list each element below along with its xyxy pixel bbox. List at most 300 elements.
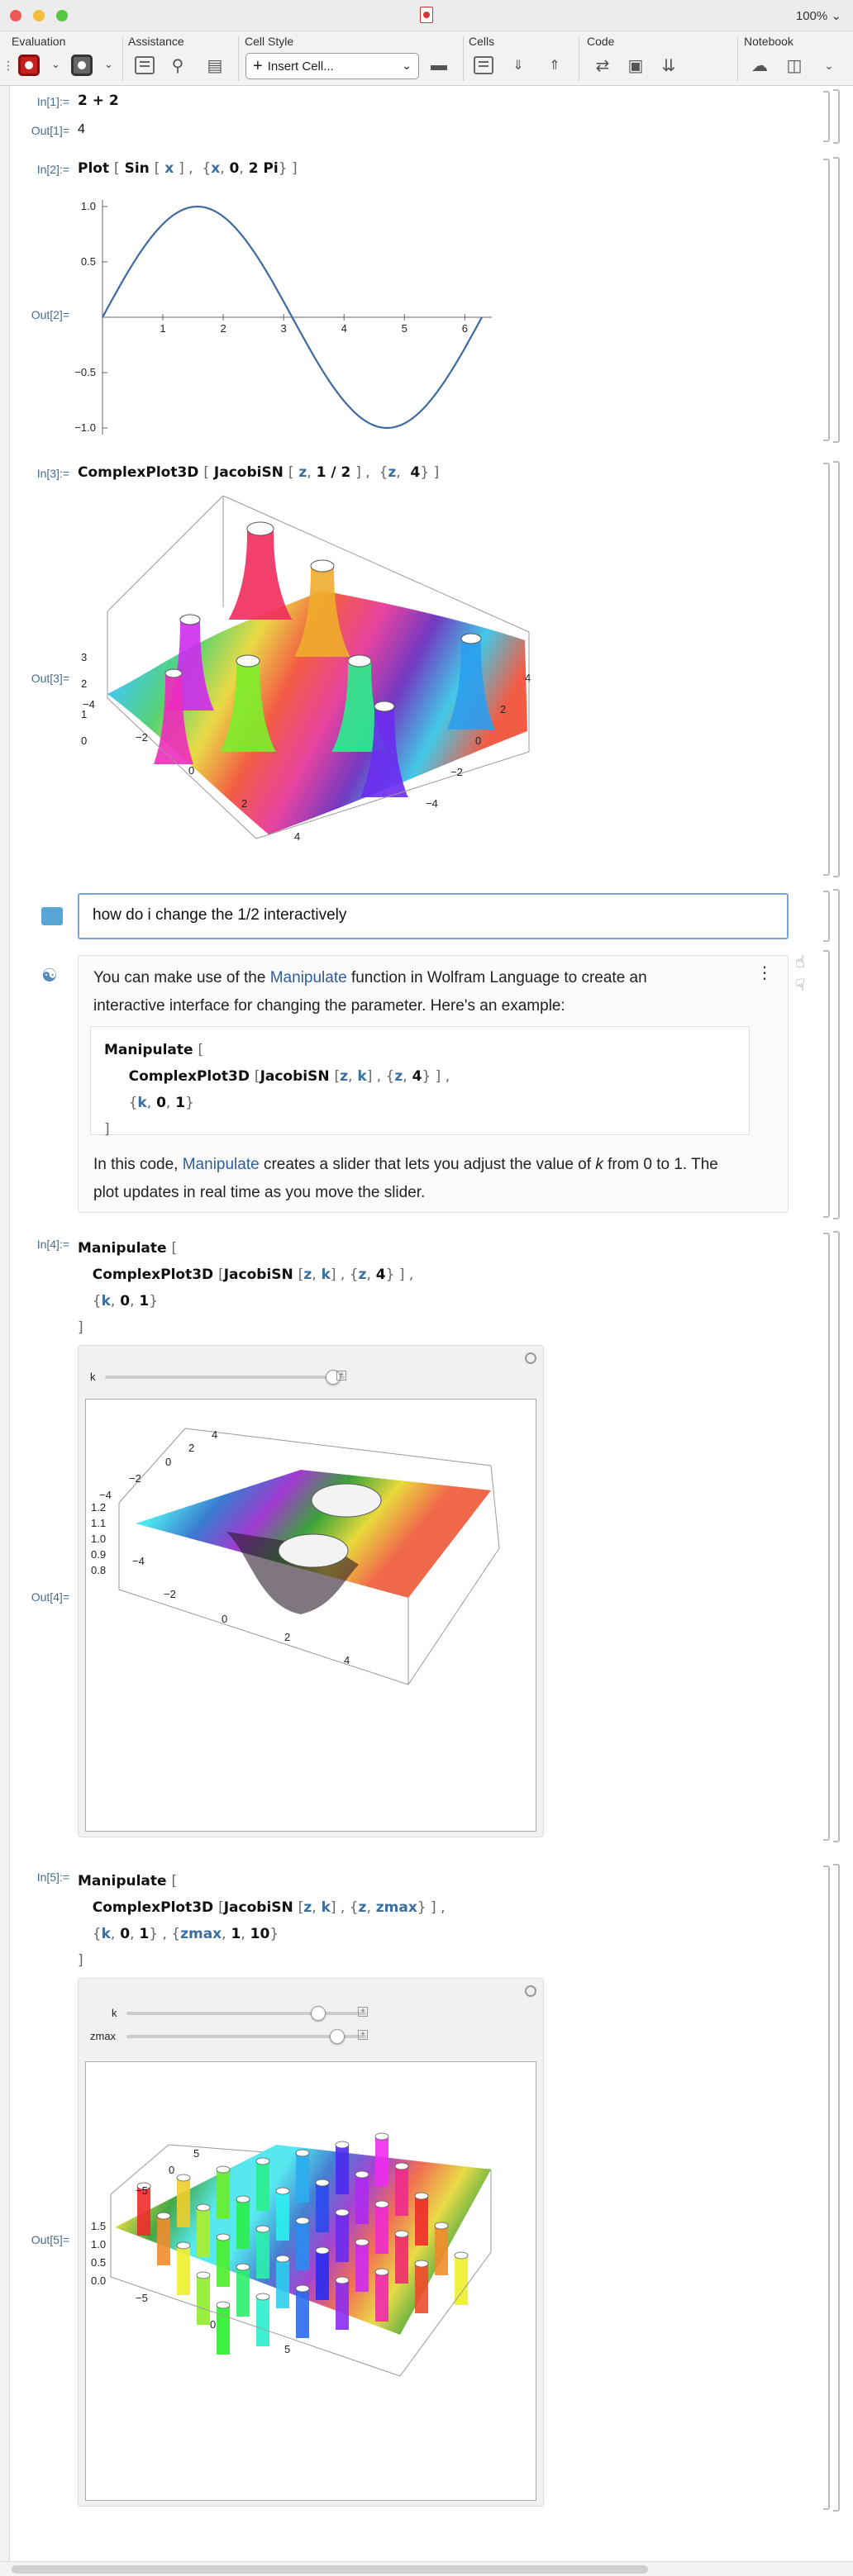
- code-token: ]: [104, 1121, 110, 1138]
- code-token: 4: [375, 1267, 386, 1283]
- y-tick-label: 2: [188, 1442, 195, 1454]
- zoom-window-button[interactable]: [56, 10, 68, 21]
- code-token: } ]: [278, 160, 298, 177]
- box-edge: [491, 1466, 499, 1548]
- insert-output-button[interactable]: [542, 53, 567, 78]
- code-token: zmax: [180, 1926, 222, 1942]
- answer-text: In this code,: [93, 1156, 183, 1173]
- surface-peak: [336, 2212, 349, 2262]
- peak-cutoff: [435, 2222, 448, 2229]
- surface-peak: [296, 2288, 309, 2338]
- code-token: ,: [165, 1095, 171, 1111]
- x-tick-label: −4: [132, 1555, 145, 1567]
- y-tick-label: 0.5: [80, 255, 96, 268]
- code-token: ComplexPlot3D: [92, 1899, 214, 1916]
- cell-group-bracket[interactable]: [833, 157, 840, 443]
- code-token: [: [298, 1899, 304, 1916]
- peak-cutoff: [355, 2171, 369, 2178]
- peak-cutoff: [296, 2150, 309, 2156]
- peak-cutoff: [279, 1534, 348, 1567]
- zoom-level-menu[interactable]: 100% ⌄: [795, 9, 841, 23]
- x-tick-label: −2: [164, 1588, 176, 1600]
- palette-icon: ▬: [431, 55, 447, 74]
- notebook-document-icon: [420, 7, 433, 23]
- x-tick-label: −2: [136, 731, 148, 744]
- y-tick-label: −4: [426, 797, 438, 810]
- surface-peak: [355, 2174, 369, 2224]
- z-tick-label: 0.0: [91, 2274, 107, 2287]
- toolbar-divider: [737, 36, 738, 81]
- code-token: z: [394, 1068, 403, 1085]
- code-token: {: [92, 1926, 102, 1942]
- surface-peak: [197, 2208, 210, 2257]
- code-token: [: [198, 1042, 204, 1058]
- double-chevron-down-icon: ⇊: [661, 56, 676, 75]
- x-tick-label: 3: [280, 322, 287, 335]
- code-token: ,: [241, 1926, 245, 1942]
- cell-group-icon: [474, 56, 493, 74]
- cell-group-button[interactable]: [471, 53, 496, 78]
- slider-k-expand-icon[interactable]: +: [358, 2007, 368, 2017]
- peak-cutoff: [296, 2217, 309, 2224]
- peak-cutoff: [395, 2163, 408, 2170]
- code-token: [: [203, 464, 209, 481]
- z-tick-label: 1: [81, 708, 88, 720]
- peak-cutoff: [256, 2158, 269, 2165]
- manipulate-options-gear-icon[interactable]: [525, 1352, 536, 1364]
- cell-group-bracket[interactable]: [833, 889, 840, 1219]
- evaluate-notebook-button[interactable]: [17, 53, 41, 78]
- peak-cutoff: [336, 2277, 349, 2284]
- x-tick-label: 4: [344, 1654, 350, 1666]
- code-token: ,: [366, 1267, 371, 1283]
- toolbar-drag-handle-icon[interactable]: ⋮: [2, 58, 14, 72]
- answer-code-block[interactable]: [90, 1026, 750, 1138]
- slider-k-thumb[interactable]: [311, 2006, 326, 2021]
- answer-text: You can make use of the: [93, 969, 270, 986]
- code-token: 1 / 2: [316, 464, 351, 481]
- code-token: 4: [412, 1068, 422, 1085]
- code-token: k: [101, 1926, 111, 1942]
- surface-peak: [395, 2166, 408, 2216]
- box-edge: [185, 1428, 491, 1466]
- code-token: k: [357, 1068, 367, 1085]
- y-tick-label: 0: [169, 2164, 175, 2176]
- code-token: }: [149, 1293, 159, 1309]
- lightbulb-icon: ⚲: [171, 56, 184, 75]
- chat-input-cell[interactable]: how do i change the 1/2 interactively: [78, 893, 789, 939]
- code-token: ,: [366, 1899, 371, 1916]
- code-token: } ]: [420, 464, 440, 481]
- code-token: ,: [396, 464, 401, 481]
- x-tick-label: 0: [222, 1613, 228, 1625]
- z-tick-label: 1.0: [91, 2238, 107, 2250]
- chat-question-icon: [41, 907, 63, 925]
- manipulate-panel-k-zmax: [78, 1978, 544, 2507]
- code-token: z: [298, 464, 307, 481]
- cell-bracket[interactable]: [823, 950, 830, 1218]
- cell-style-select[interactable]: [245, 53, 419, 79]
- cloud-upload-button[interactable]: [747, 53, 772, 78]
- toolbar-divider: [463, 36, 464, 81]
- manipulate-link[interactable]: Manipulate: [182, 1156, 260, 1173]
- answer-text: from 0 to 1. The: [603, 1156, 718, 1173]
- surface-peak: [236, 2267, 250, 2317]
- code-tools-button[interactable]: [623, 53, 648, 78]
- code-token: k: [321, 1899, 331, 1916]
- slider-zmax-expand-icon[interactable]: +: [358, 2030, 368, 2040]
- surface-peak: [229, 529, 293, 620]
- evaluate-menu-chevron-icon[interactable]: ⌄: [51, 58, 60, 70]
- cell-group-bracket[interactable]: [833, 1864, 840, 2512]
- code-token: 0: [120, 1293, 131, 1309]
- box-edge: [107, 496, 223, 611]
- code-token: {: [92, 1293, 102, 1309]
- code-token: ,: [348, 1068, 353, 1085]
- code-token: }: [185, 1095, 194, 1111]
- code-token: Manipulate: [78, 1873, 167, 1889]
- toolbar-group-evaluation-label: Evaluation: [12, 35, 66, 48]
- code-token: ,: [222, 1926, 226, 1942]
- close-window-button[interactable]: [10, 10, 21, 21]
- code-token: ComplexPlot3D: [92, 1267, 214, 1283]
- plus-icon: +: [253, 56, 263, 75]
- slider-zmax-label: zmax: [90, 2030, 117, 2042]
- toolbar-group-cells-label: Cells: [469, 35, 495, 48]
- publish-icon: ◫: [786, 56, 803, 75]
- code-token: [: [298, 1267, 304, 1283]
- peak-cutoff: [336, 2141, 349, 2148]
- split-icon: ⇄: [595, 56, 610, 75]
- code-token: 0: [229, 160, 240, 177]
- code-token: ,: [110, 1293, 116, 1309]
- code-token: ]: [78, 1952, 83, 1969]
- z-tick-label: 3: [81, 651, 88, 663]
- box-edge: [119, 1428, 185, 1503]
- thumbs-down-icon[interactable]: ☟: [795, 977, 806, 995]
- cell-group-bracket[interactable]: [833, 89, 840, 144]
- surface-peak: [455, 2255, 468, 2305]
- y-tick-label: 2: [500, 703, 507, 715]
- code-token: z: [303, 1899, 312, 1916]
- peak-cutoff: [256, 2293, 269, 2300]
- slider-zmax-thumb[interactable]: [330, 2029, 345, 2044]
- documentation-button[interactable]: [203, 53, 227, 78]
- chevron-down-icon: ⌄: [824, 58, 834, 72]
- code-token: Sin: [124, 160, 150, 177]
- code-token: z: [303, 1267, 312, 1283]
- peak-cutoff: [296, 2285, 309, 2292]
- code-token: 10: [250, 1926, 270, 1942]
- peak-cutoff: [375, 2133, 388, 2140]
- code-token: ,: [312, 1267, 317, 1283]
- surface-peak: [296, 2153, 309, 2203]
- slider-k-expand-icon[interactable]: +: [336, 1371, 346, 1381]
- peak-cutoff: [311, 560, 334, 572]
- code-token: ComplexPlot3D: [78, 464, 199, 481]
- code-token: [: [218, 1267, 224, 1283]
- peak-cutoff: [348, 655, 371, 667]
- zoom-level-value: 100%: [795, 9, 828, 23]
- slider-k-track[interactable]: [126, 2012, 366, 2015]
- cell-group-bracket[interactable]: [833, 1231, 840, 1842]
- thumbs-up-icon[interactable]: ☝: [795, 953, 806, 972]
- peak-cutoff: [455, 2252, 468, 2259]
- code-token: z: [358, 1267, 367, 1283]
- code-token: [: [288, 464, 294, 481]
- code-token: ,: [403, 1068, 407, 1085]
- surface-peak: [336, 2145, 349, 2194]
- answer-text: function in Wolfram Language to create an: [346, 969, 647, 986]
- minimize-window-button[interactable]: [33, 10, 45, 21]
- code-token: } , {: [149, 1926, 181, 1942]
- assistant-avatar-icon: ☯: [41, 965, 58, 986]
- y-tick-label: 5: [193, 2147, 200, 2160]
- peak-cutoff: [276, 2255, 289, 2262]
- code-token: JacobiSN: [260, 1068, 330, 1085]
- peak-cutoff: [256, 2226, 269, 2232]
- notebook-menu-button[interactable]: [817, 53, 841, 78]
- evaluate-gear-icon: [18, 55, 40, 76]
- code-token: z: [388, 464, 397, 481]
- in3-code[interactable]: [78, 464, 439, 481]
- answer-text: k: [595, 1156, 603, 1173]
- more-code-button[interactable]: [656, 53, 681, 78]
- in4-label: In[4]:=: [36, 1238, 69, 1251]
- code-token: ,: [146, 1095, 152, 1111]
- peak-cutoff: [375, 2201, 388, 2208]
- z-tick-label: 0.8: [91, 1564, 107, 1576]
- x-tick-label: −5: [136, 2292, 148, 2304]
- peak-cutoff: [374, 701, 394, 711]
- z-tick-label: 1.5: [91, 2220, 107, 2232]
- code-token: [: [114, 160, 120, 177]
- surface-peak: [415, 2264, 428, 2313]
- assistant-icon: [135, 56, 155, 74]
- abort-evaluation-button[interactable]: [69, 53, 94, 78]
- out5-label: Out[5]=: [31, 2233, 69, 2246]
- complexplot3d-k-plot[interactable]: [86, 1400, 537, 1832]
- peak-cutoff: [415, 2260, 428, 2267]
- in5-code[interactable]: [78, 1868, 446, 1974]
- code-token: JacobiSN: [223, 1899, 293, 1916]
- code-token: k: [137, 1095, 147, 1111]
- assistant-button[interactable]: [132, 53, 157, 78]
- chat-response-cell: [78, 955, 789, 1213]
- code-token: [: [154, 160, 160, 177]
- z-tick-label: 2: [81, 677, 88, 690]
- surface-peak: [236, 2199, 250, 2249]
- y-tick-label: −0.5: [74, 366, 96, 378]
- peak-cutoff: [236, 2264, 250, 2270]
- x-tick-label: 6: [461, 322, 468, 335]
- in1-code[interactable]: 2 + 2: [78, 93, 119, 109]
- code-token: ,: [110, 1926, 116, 1942]
- surface-peak: [316, 2183, 329, 2232]
- code-token: ,: [130, 1293, 135, 1309]
- peak-cutoff: [157, 2212, 170, 2219]
- code-box-icon: ▣: [627, 56, 644, 75]
- peak-cutoff: [312, 1484, 381, 1517]
- in2-code[interactable]: [78, 160, 298, 177]
- code-token: [: [171, 1240, 178, 1257]
- cell-bracket[interactable]: [823, 1233, 830, 1841]
- chevron-down-icon: ⌄: [402, 59, 412, 72]
- toolbar-divider: [122, 36, 123, 81]
- z-tick-label: 1.1: [91, 1517, 107, 1529]
- code-token: x: [211, 160, 221, 177]
- answer-text: creates a slider that lets you adjust the value of: [259, 1156, 596, 1173]
- horizontal-scrollbar[interactable]: [0, 2561, 853, 2576]
- code-token: ]: [78, 1319, 83, 1336]
- x-tick-label: 0: [210, 2318, 217, 2331]
- suggestions-button[interactable]: [165, 53, 190, 78]
- peak-cutoff: [177, 2174, 190, 2181]
- y-tick-label: −5: [136, 2184, 148, 2197]
- peak-cutoff: [395, 2231, 408, 2237]
- cell-bracket[interactable]: [823, 1865, 830, 2510]
- peak-cutoff: [375, 2269, 388, 2275]
- peak-cutoff: [336, 2209, 349, 2216]
- code-token: ] , {: [330, 1899, 359, 1916]
- slider-k-track[interactable]: [105, 1376, 345, 1379]
- cell-bracket[interactable]: [823, 891, 830, 942]
- code-token: [: [334, 1068, 341, 1085]
- code-token: 1: [139, 1293, 150, 1309]
- x-tick-label: 4: [294, 830, 301, 843]
- manipulate-plot-area: [85, 2061, 536, 2501]
- code-token: 2 Pi: [248, 160, 279, 177]
- code-token: 0: [156, 1095, 166, 1111]
- peak-cutoff: [180, 615, 200, 625]
- surface-peak: [415, 2196, 428, 2246]
- code-token: ,: [220, 160, 225, 177]
- code-token: ,: [312, 1899, 317, 1916]
- x-tick-label: 2: [241, 797, 248, 810]
- surface-peak: [336, 2280, 349, 2330]
- cell-bracket[interactable]: [823, 91, 830, 142]
- slider-k-label: k: [112, 2007, 117, 2019]
- chat-options-menu-icon[interactable]: ⋮: [756, 964, 773, 982]
- answer-text: plot updates in real time as you move the slider.: [93, 1184, 426, 1201]
- x-tick-label: 2: [284, 1631, 291, 1643]
- surface-peak: [197, 2275, 210, 2325]
- slider-k-label: k: [90, 1371, 96, 1383]
- code-token: {: [128, 1095, 138, 1111]
- cell-bracket[interactable]: [823, 159, 830, 441]
- surface-peak: [395, 2234, 408, 2284]
- peak-cutoff: [165, 669, 182, 677]
- out1-value: 4: [78, 122, 85, 136]
- peak-cutoff: [236, 655, 260, 667]
- z-tick-label: 0.5: [91, 2256, 107, 2269]
- y-tick-label: 4: [525, 672, 531, 684]
- surface-peak: [217, 2237, 230, 2287]
- y-tick-label: −1.0: [74, 421, 96, 434]
- horizontal-scrollbar-thumb[interactable]: [12, 2565, 648, 2574]
- notebook-toolbar: [0, 31, 853, 86]
- in4-code[interactable]: [78, 1235, 413, 1341]
- z-tick-label: 1.0: [91, 1533, 107, 1545]
- code-token: Manipulate: [104, 1042, 193, 1058]
- peak-cutoff: [217, 2166, 230, 2173]
- insert-input-button[interactable]: [506, 53, 531, 78]
- code-token: ,: [239, 160, 244, 177]
- in2-label: In[2]:=: [36, 163, 69, 176]
- surface-peak: [256, 2161, 269, 2211]
- peak-cutoff: [197, 2204, 210, 2211]
- surface-peak: [256, 2229, 269, 2279]
- peak-cutoff: [415, 2193, 428, 2199]
- code-token: }: [269, 1926, 279, 1942]
- code-token: } ] ,: [422, 1068, 450, 1085]
- z-tick-label: 0: [81, 734, 88, 747]
- surface-peak: [177, 2178, 190, 2227]
- x-tick-label: 5: [284, 2343, 291, 2355]
- code-token: } ] ,: [385, 1267, 414, 1283]
- code-token: ] , {: [330, 1267, 359, 1283]
- peak-cutoff: [276, 2188, 289, 2194]
- z-tick-label: 0.9: [91, 1548, 107, 1561]
- code-format-button[interactable]: [590, 53, 615, 78]
- code-token: zmax: [375, 1899, 417, 1916]
- toolbar-group-notebook-label: Notebook: [744, 35, 793, 48]
- peak-cutoff: [236, 2196, 250, 2203]
- complexplot3d-jacobisn-plot[interactable]: [74, 483, 546, 872]
- peak-cutoff: [461, 634, 481, 644]
- in5-label: In[5]:=: [36, 1870, 69, 1884]
- surface-peak: [256, 2297, 269, 2346]
- out1-label: Out[1]=: [31, 124, 69, 137]
- answer-text: interactive interface for changing the parameter. Here's an example:: [93, 997, 565, 1015]
- manipulate-link[interactable]: Manipulate: [269, 969, 347, 986]
- x-tick-label: 0: [188, 764, 195, 777]
- answer-paragraph-1: [93, 964, 755, 1020]
- complexplot3d-k-zmax-plot[interactable]: [86, 2062, 537, 2502]
- cell-bracket[interactable]: [823, 463, 830, 876]
- cell-group-bracket[interactable]: [833, 461, 840, 877]
- code-token: 1: [139, 1926, 150, 1942]
- y-tick-label: −2: [450, 766, 463, 778]
- y-tick-label: 0: [165, 1456, 172, 1468]
- code-token: ] , {: [366, 1068, 395, 1085]
- code-token: ] , {: [179, 160, 212, 177]
- toolbar-divider: [238, 36, 239, 81]
- manipulate-options-gear-icon[interactable]: [525, 1985, 536, 1997]
- publish-button[interactable]: [782, 53, 807, 78]
- manipulate-panel-k: [78, 1345, 544, 1837]
- out4-label: Out[4]=: [31, 1590, 69, 1604]
- in1-label: In[1]:=: [36, 95, 69, 108]
- y-tick-label: −4: [99, 1489, 112, 1501]
- code-token: } ] ,: [417, 1899, 446, 1916]
- peak-cutoff: [355, 2239, 369, 2246]
- toolbar-group-code-label: Code: [587, 35, 615, 48]
- sin-plot[interactable]: [74, 190, 504, 438]
- toolbar-group-assistance-label: Assistance: [128, 35, 184, 48]
- cell-style-palette-button[interactable]: [426, 53, 451, 78]
- box-edge: [119, 1590, 408, 1685]
- peak-cutoff: [247, 522, 274, 535]
- code-token: 0: [120, 1926, 131, 1942]
- abort-menu-chevron-icon[interactable]: ⌄: [104, 58, 113, 70]
- code-token: z: [358, 1899, 367, 1916]
- y-tick-label: 1.0: [80, 200, 96, 212]
- surface-peak: [355, 2242, 369, 2292]
- code-token: k: [101, 1293, 111, 1309]
- peak-cutoff: [177, 2242, 190, 2249]
- y-tick-label: −2: [129, 1472, 141, 1485]
